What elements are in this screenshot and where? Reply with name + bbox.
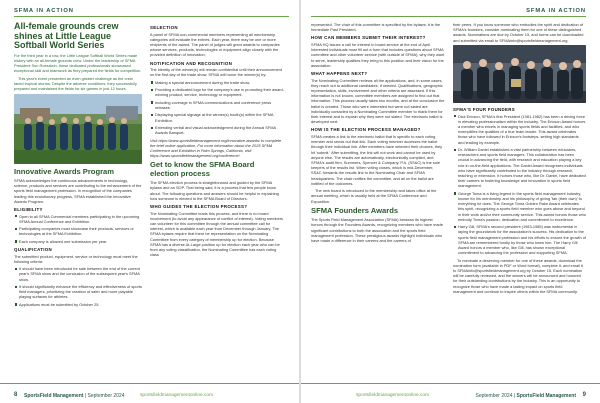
four-founders-heading: SFMA'S FOUR FOUNDERS: [453, 107, 515, 112]
selection-paragraph: A panel of SFMA non-commercial members representing all membership categories will evaluate the entries. Each year, there may be one or more recipients of the award. The panel of judges will grant awards to companies whose services, products, technologies or equipment align closely with the provided definition of innovation.: [150, 31, 280, 58]
nomination-paragraph: To nominate a deserving member for one of these awards, download the nomination form (available in PDF or Word format), complete it, and email it to SFMAinfo@sportsfieldmanagement.org by October 15. Each nomination will be carefully reviewed, and the winners will be announced and honored for their outstanding contributions by the industry. This is an opportunity to recognize those who have made a lasting impact on sports field management and continue to inspire others within the SFMA community.: [453, 257, 583, 294]
board-election-heading: Get to know the SFMA Board election process: [150, 160, 255, 178]
what-next-paragraph: The Nominating Committee reviews all the applications, and, in some cases, they reach out to additional candidates, if needed. Qualifications, geographic representation, skills, involvement and other criteria are assessed. If this information is not known, committee members are assigned to find out that information. This process usually takes two months, and at the conclusion the ballot is created. Those who were interested but were not slated are individually contacted by a Nominating Committee member to thank them for their interest and to explain why they were not slated. The electronic ballot is developed next.: [311, 77, 445, 125]
submit-interest-paragraph: SFMA HQ issues a call for interest in board service at the end of April. Interested individuals must fill out a form that includes questions about SFMA committee and other volunteer service (with outside of SFMA), why they want to serve, leadership qualities they bring to this position and their vision for the association.: [311, 42, 445, 68]
election-managed-paragraph-2: The new board is introduced to the membership and takes office at the annual meeting, which is usually held at the SFMA Conference and Exposition.: [311, 188, 437, 204]
who-guides-paragraph: The Nominating Committee leads this process, and there is no board involvement (to avoid any appearance of conflict of interest). Voting members can volunteer for this committee through the annual committee call for interest, which is available each year from December through January. The SFMA bylaws require that there be representation on the Nominating Committee from every category of membership up for election. Because SFMA has a diverse At-Large position up for election each year who can be from any voting classification, the Nominating Committee has each voting class: [150, 210, 283, 258]
softball-intro: For the third year in a row, the Little League Softball World Series made history with an all-female grounds crew. Under the leadership of SFMA President Sun Roesslein, these dedicated professionals showcased exceptional skill and teamwork as they prepared the fields for competition.: [14, 52, 142, 74]
page-footer: [301, 383, 600, 403]
website-link[interactable]: sportsfieldmanagementonline.com: [140, 392, 214, 398]
continued-paragraph: represented. The chair of this committee is specified by the bylaws; it is the Immediate Past President.: [311, 22, 441, 33]
notification-item: Displaying special signage at the winner(s) booth(s) within the SFMA Exhibition.: [150, 112, 284, 122]
issue-date: | September 2024: [84, 392, 125, 399]
website-link[interactable]: sportsfieldmanagementonline.com: [356, 392, 430, 398]
founder-item: Dr. William Daniel established a vital partnership between educators, researchers and sports field managers. This collaboration has been crucial in advancing the field, with research and education playing a key role in on-the-field applications. The Daniel Award recognizes individuals who have significantly contributed to the industry through research, teaching or extension. It honors those who, like Dr. Daniel, have dedicated their careers to fostering knowledge and innovation in sports field management.: [453, 147, 586, 189]
section-label: SFMA IN ACTION: [14, 8, 74, 14]
awards-paragraph: SFMA acknowledges the continuous advancements in technology, science, products and services are contributing to the enhancement of the sports field management profession. In recognition of the companies leading this evolutionary progress, SFMA established the Innovative Awards Program.: [14, 177, 142, 204]
what-next-heading: WHAT HAPPENS NEXT?: [311, 71, 368, 77]
magazine-title: SportsField Management: [516, 392, 576, 399]
qualification-item: It should significantly enhance the efficiency and effectiveness of sports field managers, prioritizing the creation of safer and more playable playing surfaces for athletes.: [14, 284, 142, 300]
qualification-paragraph: The submitted product, equipment, service or technology must meet the following criteria:: [14, 253, 138, 264]
magazine-title: SportsField Management: [24, 392, 84, 399]
board-election-paragraph: The SFMA election process is straightforward and guided by the SFMA bylaws and an SOP. That being said, it is a process that few people know about. The following questions and answers should be helpful in explaining how someone is elected to the SFMA Board of Directors.: [150, 180, 279, 201]
magazine-name: [475, 393, 576, 399]
page-number: 9: [582, 392, 586, 398]
notification-paragraph: The identity of the winner(s) will remain confidential until their announcement on the first day of the trade show. SFMA will honor the winner(s) by:: [150, 67, 282, 78]
submit-interest-heading: HOW CAN MEMBERS SUBMIT THEIR INTEREST?: [311, 35, 426, 41]
qualification-item: It should have been introduced for sale between the end of the current year's SFMA show and the conclusion of the subsequent year's SFMA show.: [14, 266, 142, 282]
softball-paragraph: This year's event presented an even greater challenge as the crew faced tropical storms. Despite the adverse conditions, they successfully prepared and maintained the fields for six games in just 12 hours.: [14, 75, 137, 92]
continued-paragraph: their peers. If you know someone who embodies the spirit and dedication of SFMA's founders, consider nominating them for one of these distinguished awards. Nominations are due by October 15, and forms can be downloaded and submitted via email to SFMAinfo@sportsfieldmanagement.org.: [453, 22, 584, 43]
selection-heading: SELECTION: [150, 25, 178, 30]
header-rule: [311, 16, 586, 17]
page-footer: [0, 383, 299, 403]
left-column-1: [14, 22, 142, 377]
notification-heading: NOTIFICATION AND RECOGNITION: [150, 60, 233, 66]
visit-paragraph: Visit https://www.sportsfieldmanagement.org/innovative-awards/ to complete the brief online application. For more information about the 2025 SFMA Conference and Exhibition in Palm Springs, California, visit https://www.sportsfieldmanagement.org/conference/.: [150, 137, 282, 159]
magazine-name: [24, 393, 125, 399]
qualification-heading: QUALIFICATION: [14, 246, 52, 252]
grounds-crew-photo-graphic: [14, 94, 142, 164]
notification-item: Making a special announcement during the trade show.: [150, 80, 284, 85]
founders-awards-heading: SFMA Founders Awards: [311, 205, 399, 215]
eligibility-item: Open to all SFMA Commercial members participating in the upcoming SFMA Annual Conference and Exhibition.: [14, 214, 142, 224]
left-page: [0, 0, 299, 403]
right-column-1: [311, 22, 445, 377]
founder-item: George Toma is a living legend in the sports field management industry, known for his mentorship and his philosophy of giving 'fair (their own)' to everything he does. The George Toma Golden Rake Award celebrates this spirit, recognizing a sports field member who goes above and beyond in their work and/or their community service. This award honors those who embody Toma's passion, dedication and commitment to excellence.: [453, 191, 586, 222]
founders-awards-paragraph: The Sports Field Management Association (SFMA) bestows its highest honors through the Founders Awards, recognizing members who have made significant contributions to both the association and the sports field management profession. These prestigious awards highlight individuals who have made a difference in their careers and the careers of: [311, 217, 443, 244]
founders-group-photo: [453, 45, 586, 103]
eligibility-item: Participating companies must showcase their products, services or technologies at the SFMA Exhibition.: [14, 226, 142, 236]
grounds-crew-photo: [14, 94, 142, 164]
right-column-2: [453, 22, 586, 377]
notification-item: Extending verbal and visual acknowledgment during the Annual SFMA Awards Banquet.: [150, 125, 284, 135]
founder-item: Dick Ericson, SFMA's first President (1981-1982) has been a driving force in elevating professionalism within the industry. The Ericson Award honors a member who excels in managing sports fields and facilities, and who exemplifies the qualities of a true team leader. This award celebrates those who have followed in Ericson's footsteps, setting high standards and leading by example.: [453, 114, 586, 145]
notification-item: Including coverage in SFMA communications and conference press releases.: [150, 100, 284, 110]
issue-date: September 2024 |: [475, 392, 516, 399]
who-guides-heading: WHO GUIDES THE ELECTION PROCESS?: [150, 204, 248, 209]
election-managed-paragraph: SFMA creates a link to the electronic ballot that is specific to each voting member and sends out that link. Each voting member accesses the ballot through their individual link. After members have selected their choices, they hit 'submit.' After submitting, the link will not work and cannot be used by anyone else. The results are automatically, electronically compiled, and SFMA's audit firm, Summers, Spencer & Company, P.A. (SS&C) is the sole keepers of the results list. When voting closes, which is mid-December, SS&C forwards the results link to the Nominating Chair and SFMA headquarters. The chair notifies the committee, and all on the ballot are notified of the outcomes.: [311, 134, 443, 186]
founder-item: Harry Gill, SFMA's second president (1983-1985) was instrumental in laying the groundwork for the association's success. His dedication to the sports field management profession and his efforts to ensure the growth of SFMA are remembered fondly by those who knew him. The Harry Gill Award honors a member who, like Gill, has shown exceptional commitment to advancing the profession and supporting SFMA.: [453, 224, 586, 255]
notification-item: Providing a dedicated logo for the company's use in promoting their award-winning product, service, technology or equipment.: [150, 87, 284, 97]
eligibility-item: Each company is allowed one submission per year.: [14, 239, 142, 244]
left-column-2: [150, 22, 284, 377]
section-label: SFMA IN ACTION: [526, 8, 586, 14]
founders-group-photo-graphic: [453, 45, 586, 103]
awards-heading: Innovative Awards Program: [14, 166, 115, 176]
header-rule: [14, 16, 289, 17]
page-number: 8: [14, 392, 18, 398]
qualification-item: Applications must be submitted by October 25.: [14, 302, 142, 307]
softball-headline: All-female grounds crew shines at Little League Softball World Series: [14, 22, 119, 51]
election-managed-heading: HOW IS THE ELECTION PROCESS MANAGED?: [311, 127, 421, 133]
eligibility-heading: ELIGIBILITY: [14, 207, 43, 212]
right-page: [301, 0, 600, 403]
